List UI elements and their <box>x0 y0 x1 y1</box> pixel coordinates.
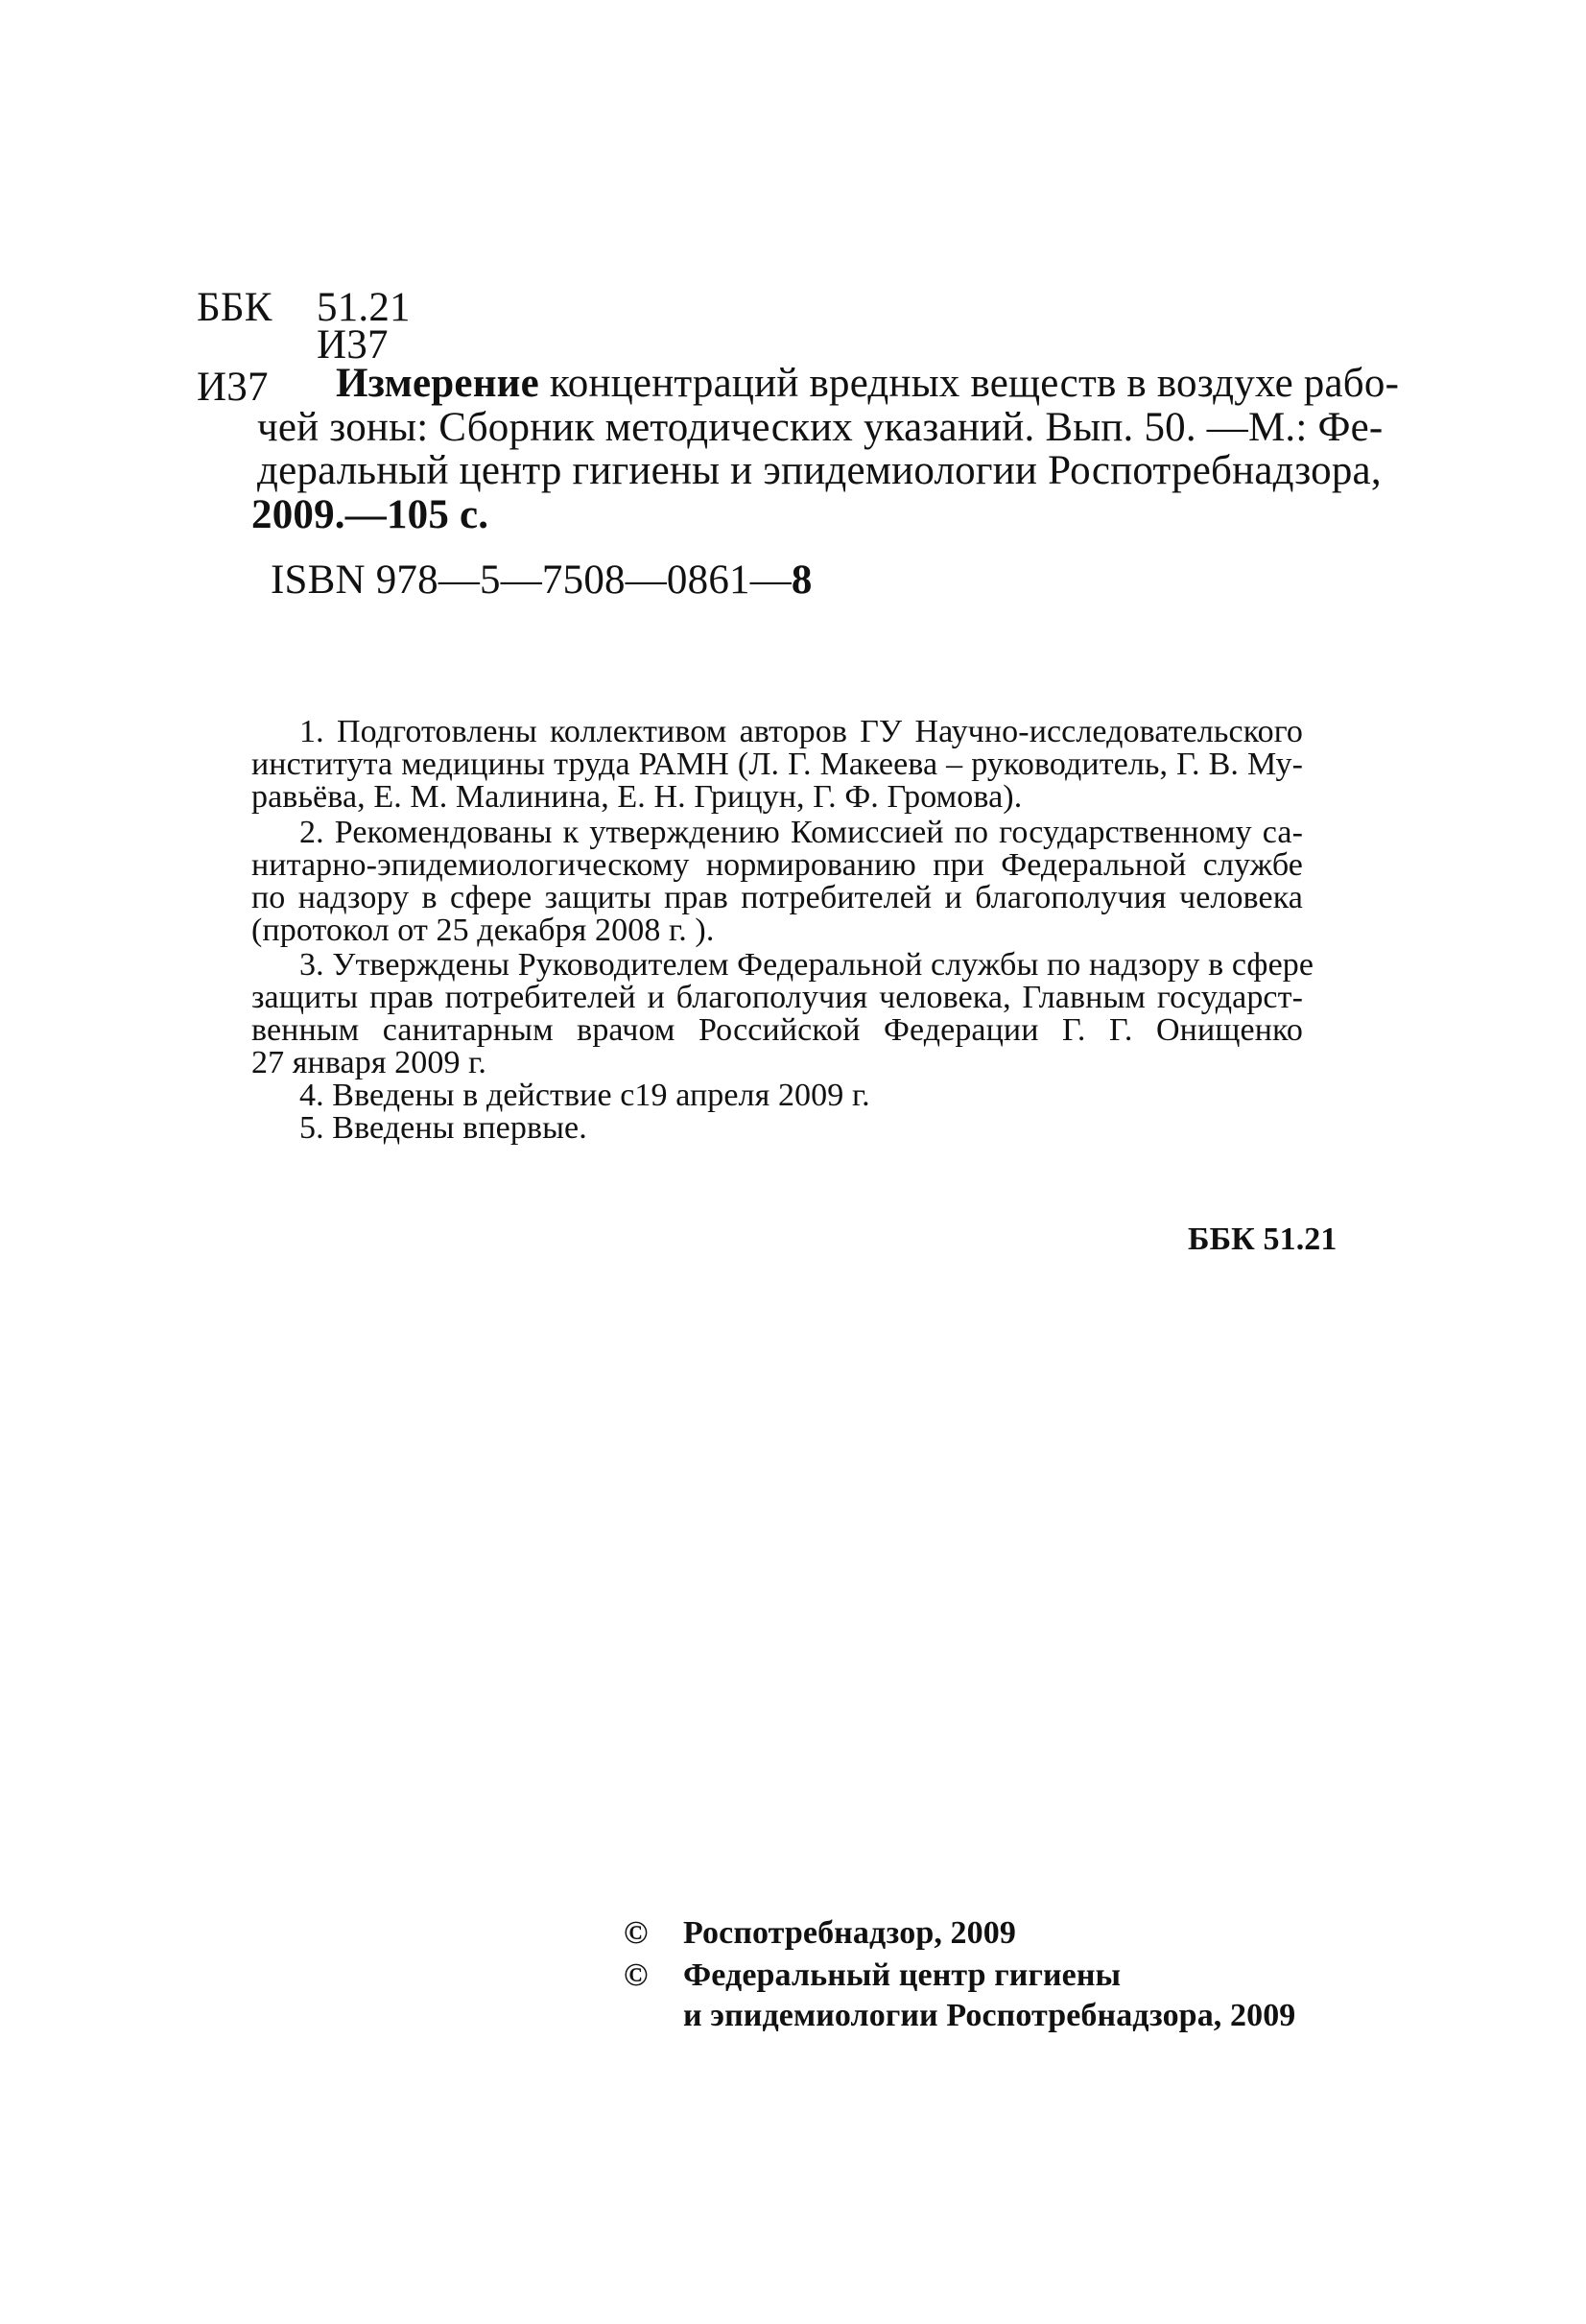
note-line: 5. Введены впервые. <box>299 1110 587 1146</box>
copyright-line: Федеральный центр гигиены <box>683 1957 1122 1993</box>
entry-line-1-text: концентраций вредных веществ в воздухе рабо- <box>549 361 1400 406</box>
note-line: института медицины труда РАМН (Л. Г. Макеева – руководитель, Г. В. Му- <box>251 747 1303 782</box>
note-line: защиты прав потребителей и благополучия человека, Главным государст- <box>251 980 1303 1015</box>
copyright-symbol: © <box>624 1915 649 1951</box>
bbk-footer: ББК 51.21 <box>1188 1221 1337 1257</box>
note-line: 27 января 2009 г. <box>251 1045 486 1080</box>
isbn-check-digit: 8 <box>791 557 813 603</box>
note-line: 1. Подготовлены коллективом авторов ГУ Научно-исследовательского <box>299 714 1303 749</box>
author-sign-header: И37 <box>317 322 389 368</box>
entry-line-3: деральный центр гигиены и эпидемиологии Роспотребнадзора, <box>257 448 1382 493</box>
isbn-number: ISBN 978—5—7508—0861— <box>271 557 792 603</box>
note-line: равьёва, Е. М. Малинина, Е. Н. Грицун, Г. Ф. Громова). <box>251 779 1023 815</box>
entry-line-2: чей зоны: Сборник методических указаний. Вып. 50. —М.: Фе- <box>257 405 1384 450</box>
bbk-label: ББК <box>197 285 272 330</box>
note-line: венным санитарным врачом Российской Федерации Г. Г. Онищенко <box>251 1012 1303 1048</box>
note-line: 4. Введены в действие с19 апреля 2009 г. <box>299 1078 870 1113</box>
entry-line-1 <box>336 360 1400 408</box>
isbn <box>271 557 813 604</box>
copyright-line: Роспотребнадзор, 2009 <box>683 1915 1016 1951</box>
bbk-index: 51.21 <box>317 285 411 330</box>
copyright-symbol: © <box>624 1957 649 1993</box>
author-sign-entry: И37 <box>197 365 269 410</box>
entry-last-line: 2009.—105 с. <box>251 492 489 537</box>
entry-title-bold: Измерение <box>336 361 539 406</box>
note-line: 3. Утверждены Руководителем Федеральной службы по надзору в сфере <box>299 947 1314 983</box>
note-line: по надзору в сфере защиты прав потребителей и благополучия человека <box>251 880 1303 915</box>
copyright-line: и эпидемиологии Роспотребнадзора, 2009 <box>683 1998 1296 2033</box>
note-line: (протокол от 25 декабря 2008 г. ). <box>251 913 715 948</box>
note-line: 2. Рекомендованы к утверждению Комиссией по государственному са- <box>299 815 1303 850</box>
note-line: нитарно-эпидемиологическому нормированию при Федеральной службе <box>251 847 1303 883</box>
